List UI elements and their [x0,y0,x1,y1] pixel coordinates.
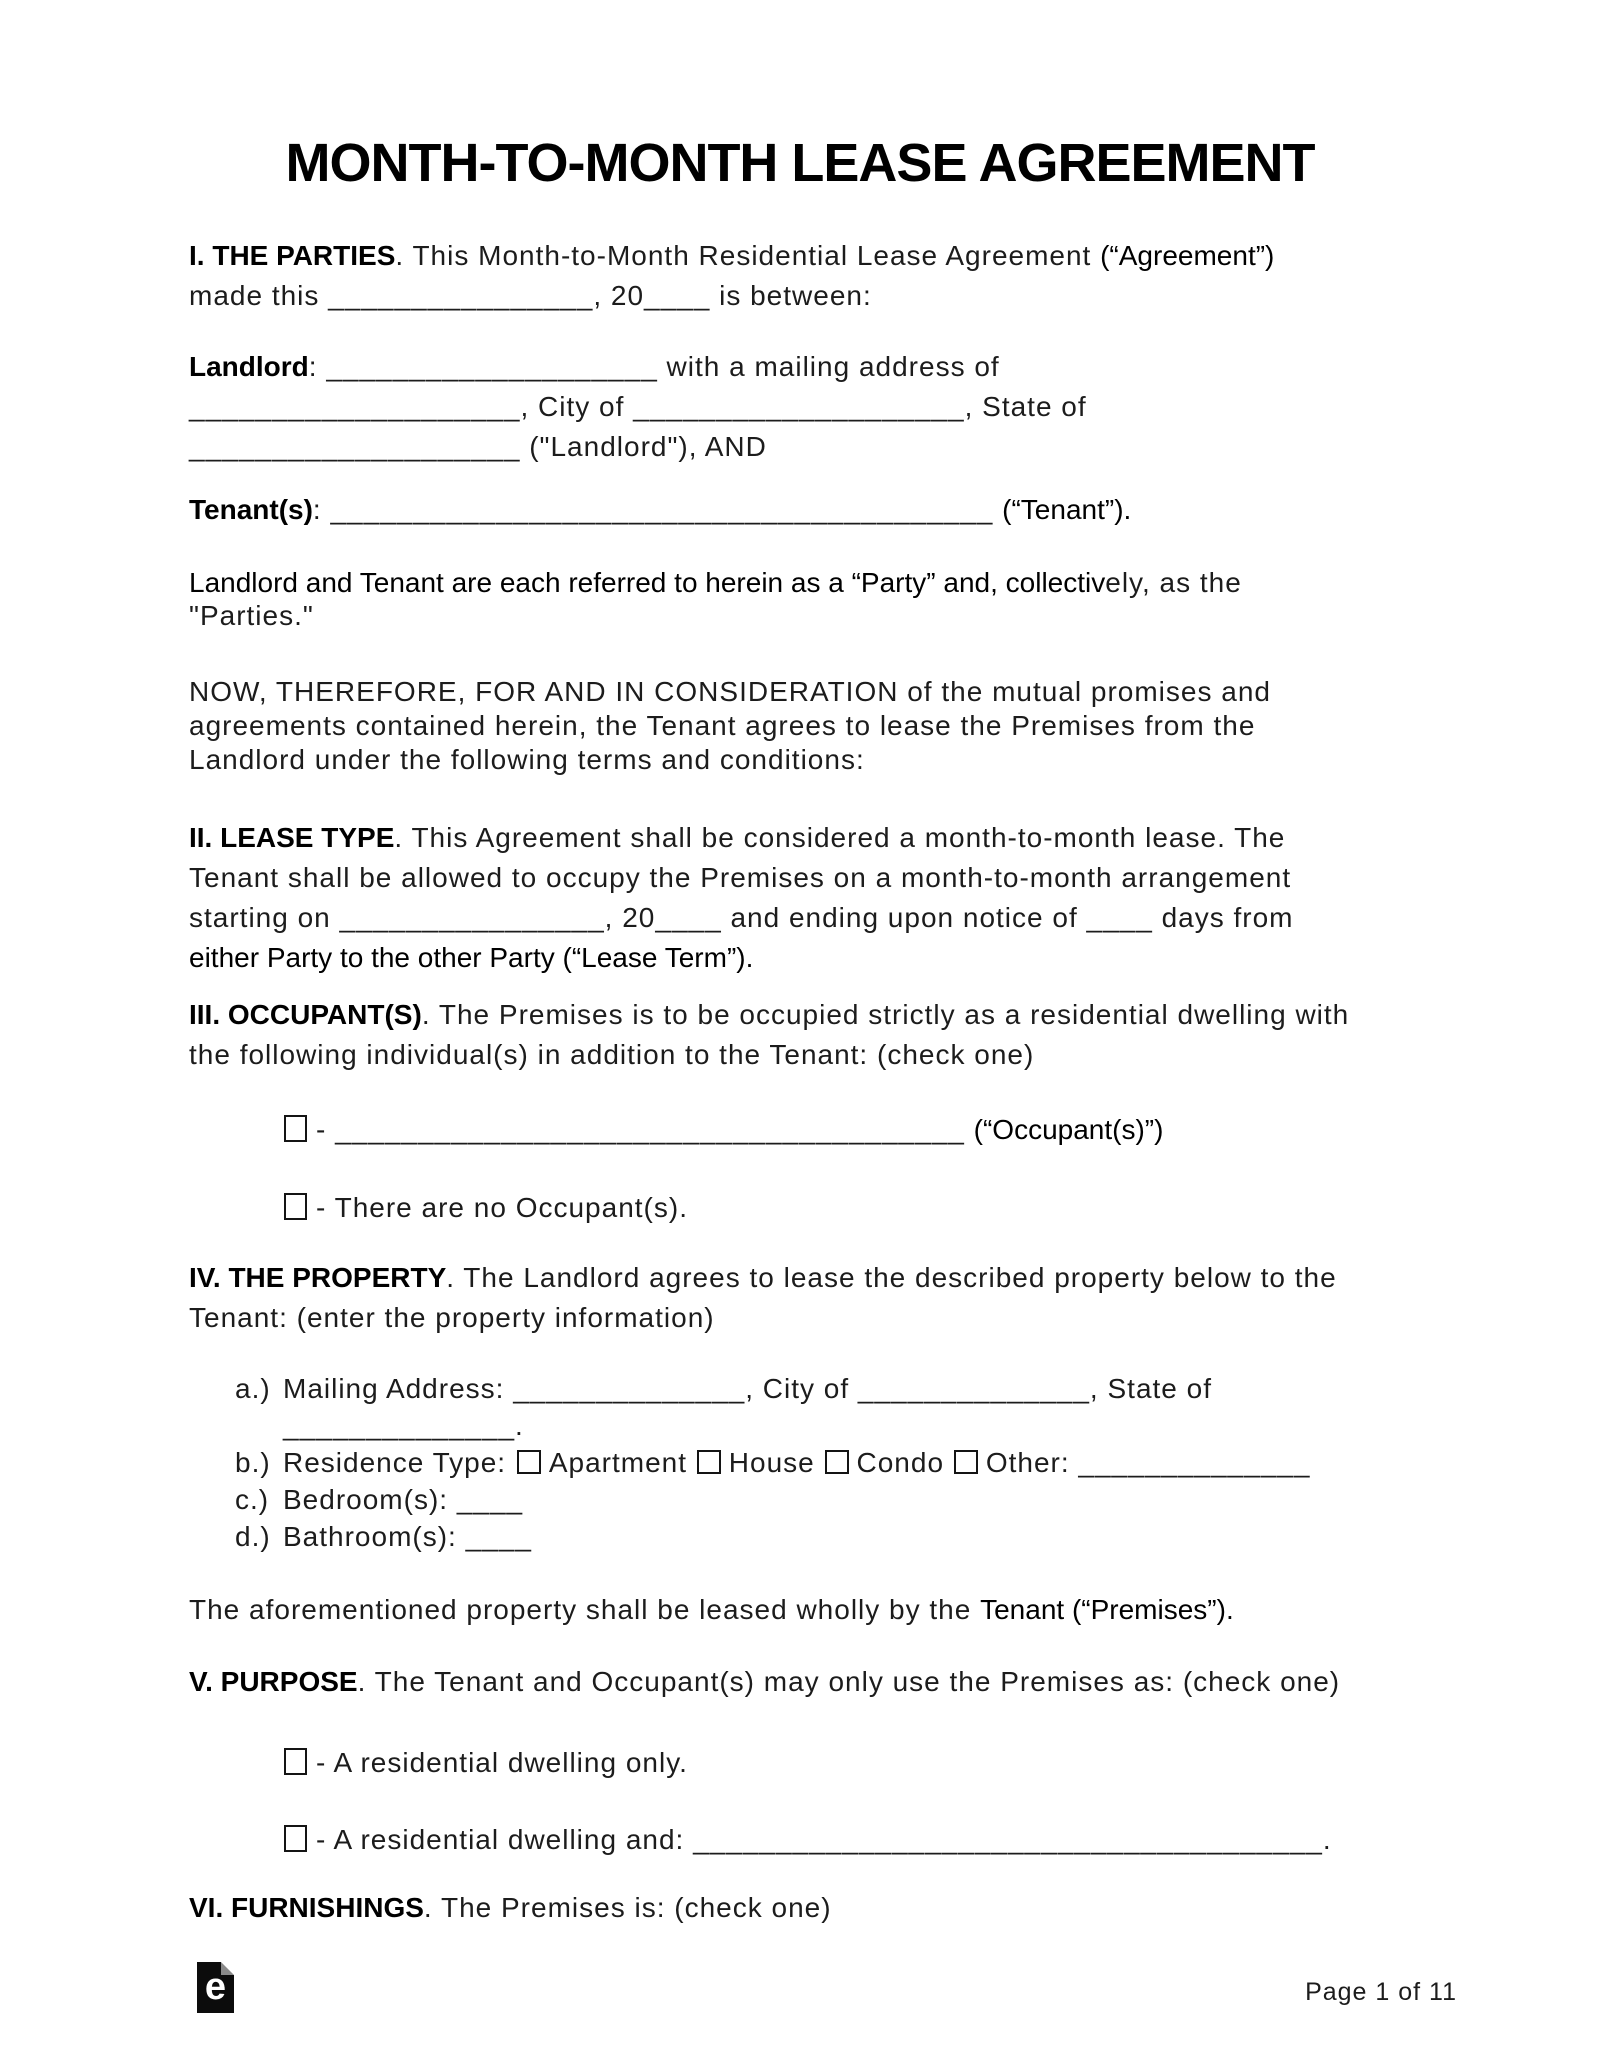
paragraph-line [189,675,1479,709]
paragraph-line [189,387,1479,427]
premises-closing-paragraph [189,1590,1479,1630]
option-other-blank: Other: ______________ [985,1447,1311,1478]
section-heading-property: IV. THE PROPERTY [189,1262,447,1293]
lease-start-blank: starting on ________________, 20____ and ending upon notice of ____ days from [189,902,1294,933]
occupants-option-none [189,1188,1574,1228]
landlord-label: Landlord [189,351,309,382]
state-blank: ______________. [283,1410,524,1441]
parties-reference-paragraph [189,566,1479,632]
logo-letter: e [204,1966,227,2008]
list-marker-b: b.) [235,1447,271,1478]
section-property [189,1258,1479,1338]
residential-and-blank: - A residential dwelling and: ______________________________________. [316,1824,1332,1855]
paragraph-line [189,1888,1479,1928]
body-text: Landlord and Tenant are each referred to herein as a “Party” and, collectiv [189,567,1106,598]
landlord-address-blank: ____________________, City of ____________________, State of [189,391,1087,422]
section-purpose [189,1662,1479,1702]
section-occupants [189,995,1479,1075]
paragraph-line [189,1662,1479,1702]
section-furnishings [189,1888,1479,1928]
section-heading-parties: I. THE PARTIES [189,240,396,271]
consideration-paragraph [189,675,1479,777]
property-item-bathrooms [189,1518,1479,1555]
purpose-option-residential-only [189,1743,1574,1783]
paragraph-line [189,709,1479,743]
eforms-logo [197,1962,234,2013]
no-occupants-label: - There are no Occupant(s). [316,1192,688,1223]
paragraph-line [189,1298,1479,1338]
paragraph-line [189,276,1479,316]
tenant-block [189,490,1479,530]
body-text: The aforementioned property shall be leased wholly by the [189,1594,981,1625]
body-text: . The Tenant and Occupant(s) may only use the Premises as: (check one) [357,1666,1341,1697]
property-item-residence-type [189,1444,1479,1481]
date-blank-line: made this ________________, 20____ is between: [189,280,872,311]
checkbox-apartment[interactable] [517,1450,541,1474]
paragraph-line [189,1590,1479,1630]
defined-term-lease-term: either Party to the other Party (“Lease Term”). [189,942,754,973]
body-text: . This Month-to-Month Residential Lease Agreement [395,240,1101,271]
landlord-block [189,347,1479,467]
paragraph-line [189,599,1479,632]
list-marker-d: d.) [235,1521,271,1552]
checkbox-no-occupants[interactable] [284,1193,307,1220]
paragraph-line [189,236,1479,276]
section-heading-lease-type: II. LEASE TYPE [189,822,395,853]
list-marker-c: c.) [235,1484,270,1515]
checkbox-house[interactable] [697,1450,721,1474]
section-lease-type [189,818,1479,978]
defined-term-premises: Tenant (“Premises”). [980,1594,1234,1625]
property-item-mailing-address [189,1370,1479,1407]
mailing-address-blank: Mailing Address: ______________, City of ______________, State of [283,1373,1212,1404]
paragraph-line [189,818,1479,858]
body-text: Tenant: (enter the property information) [189,1302,715,1333]
checkbox-occupants-named[interactable] [284,1115,307,1142]
checkbox-residential-and[interactable] [284,1825,307,1852]
page-number: Page 1 of 11 [1305,1978,1457,2006]
occupants-names-blank: - ______________________________________ [316,1114,974,1145]
bedrooms-blank: Bedroom(s): ____ [283,1484,524,1515]
paragraph-line [189,427,1479,467]
list-marker-a: a.) [235,1373,271,1404]
bathrooms-blank: Bathroom(s): ____ [283,1521,532,1552]
body-text: . The Landlord agrees to lease the described property below to the [446,1262,1337,1293]
paragraph-line [189,898,1479,938]
body-text: . The Premises is: (check one) [423,1892,832,1923]
defined-term-occupants: (“Occupant(s)”) [973,1114,1164,1145]
purpose-option-residential-and [189,1820,1574,1860]
paragraph-line [189,743,1479,777]
section-heading-occupants: III. OCCUPANT(S) [189,999,422,1030]
checkbox-condo[interactable] [825,1450,849,1474]
defined-term-agreement: (“Agreement”) [1100,240,1275,271]
property-item-mailing-address-cont [189,1407,1479,1444]
property-item-bedrooms [189,1481,1479,1518]
body-text: NOW, THEREFORE, FOR AND IN CONSIDERATION of the mutual promises and [189,676,1271,707]
paragraph-line [189,490,1479,530]
residential-only-label: - A residential dwelling only. [316,1747,688,1778]
property-details-list [189,1370,1479,1555]
body-text: Tenant shall be allowed to occupy the Premises on a month-to-month arrangement [189,862,1292,893]
checkbox-other[interactable] [954,1450,978,1474]
paragraph-line [189,995,1479,1035]
paragraph-line [189,566,1479,599]
paragraph-line [189,347,1479,387]
section-heading-furnishings: VI. FURNISHINGS [189,1892,424,1923]
option-house: House [728,1447,815,1478]
tenant-label: Tenant(s) [189,494,313,525]
defined-term-tenant: (“Tenant”). [1002,494,1132,525]
option-apartment: Apartment [548,1447,688,1478]
paragraph-line [189,1035,1479,1075]
paragraph-line [189,858,1479,898]
landlord-name-blank: : ____________________ with a mailing address of [308,351,1000,382]
body-text: "Parties." [189,600,314,631]
option-condo: Condo [856,1447,945,1478]
section-heading-purpose: V. PURPOSE [189,1666,358,1697]
landlord-state-blank: ____________________ ("Landlord"), AND [189,431,767,462]
body-text: . This Agreement shall be considered a month-to-month lease. The [394,822,1286,853]
paragraph-line [189,938,1479,978]
tenant-name-blank: : ________________________________________ [312,494,1003,525]
body-text: the following individual(s) in addition to the Tenant: (check one) [189,1039,1035,1070]
body-text: ely, as the [1105,567,1242,598]
checkbox-residential-only[interactable] [284,1748,307,1775]
paragraph-line [189,1258,1479,1298]
residence-type-label: Residence Type: [283,1447,515,1478]
occupants-option-named [189,1110,1574,1150]
body-text: agreements contained herein, the Tenant agrees to lease the Premises from the [189,710,1256,741]
document-title: MONTH-TO-MONTH LEASE AGREEMENT [285,133,1315,193]
body-text: . The Premises is to be occupied strictly as a residential dwelling with [421,999,1350,1030]
section-parties [189,236,1479,316]
body-text: Landlord under the following terms and conditions: [189,744,865,775]
